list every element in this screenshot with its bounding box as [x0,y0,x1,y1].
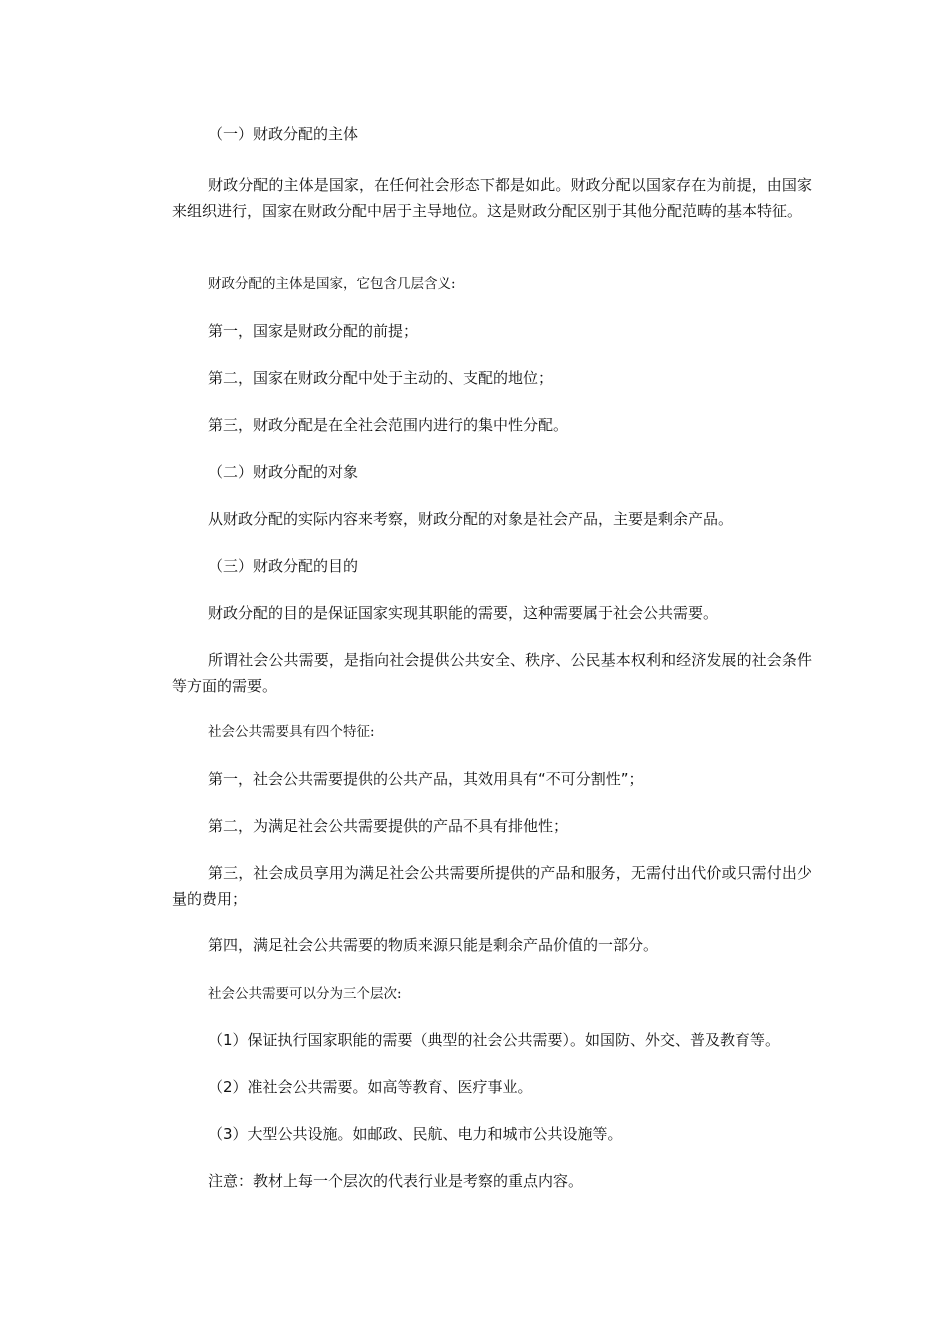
list-item-level-1: （1）保证执行国家职能的需要（典型的社会公共需要）。如国防、外交、普及教育等。 [208,1031,781,1049]
list-item-level-3: （3）大型公共设施。如邮政、民航、电力和城市公共设施等。 [208,1125,623,1143]
paragraph-public-needs-definition: 所谓社会公共需要，是指向社会提供公共安全、秩序、公民基本权利和经济发展的社会条件等方面的需要。 [172,651,812,695]
paragraph-features-intro: 社会公共需要具有四个特征: [208,724,375,740]
list-item-meaning-1: 第一，国家是财政分配的前提； [208,322,419,340]
list-item-feature-2: 第二，为满足社会公共需要提供的产品不具有排他性； [208,817,569,835]
list-item-feature-1: 第一，社会公共需要提供的公共产品，其效用具有“不可分割性”； [208,770,644,788]
paragraph-subject-meanings-intro: 财政分配的主体是国家，它包含几层含义: [208,276,456,292]
paragraph-levels-intro: 社会公共需要可以分为三个层次: [208,986,402,1002]
paragraph-object-definition: 从财政分配的实际内容来考察，财政分配的对象是社会产品，主要是剩余产品。 [208,510,734,528]
heading-object: （二）财政分配的对象 [208,463,359,481]
paragraph-note: 注意：教材上每一个层次的代表行业是考察的重点内容。 [208,1172,584,1190]
heading-subject: （一）财政分配的主体 [208,125,359,143]
list-item-level-2: （2）准社会公共需要。如高等教育、医疗事业。 [208,1078,533,1096]
list-item-meaning-2: 第二，国家在财政分配中处于主动的、支配的地位； [208,369,554,387]
list-item-meaning-3: 第三，财政分配是在全社会范围内进行的集中性分配。 [208,416,569,434]
paragraph-subject-definition: 财政分配的主体是国家，在任何社会形态下都是如此。财政分配以国家存在为前提，由国家来组织进行，国家在财政分配中居于主导地位。这是财政分配区别于其他分配范畴的基本特征。 [172,176,812,220]
list-item-feature-3: 第三，社会成员享用为满足社会公共需要所提供的产品和服务，无需付出代价或只需付出少量的费用； [172,864,812,908]
list-item-feature-4: 第四，满足社会公共需要的物质来源只能是剩余产品价值的一部分。 [208,936,659,954]
heading-purpose: （三）财政分配的目的 [208,557,359,575]
paragraph-purpose-definition: 财政分配的目的是保证国家实现其职能的需要，这种需要属于社会公共需要。 [208,604,719,622]
